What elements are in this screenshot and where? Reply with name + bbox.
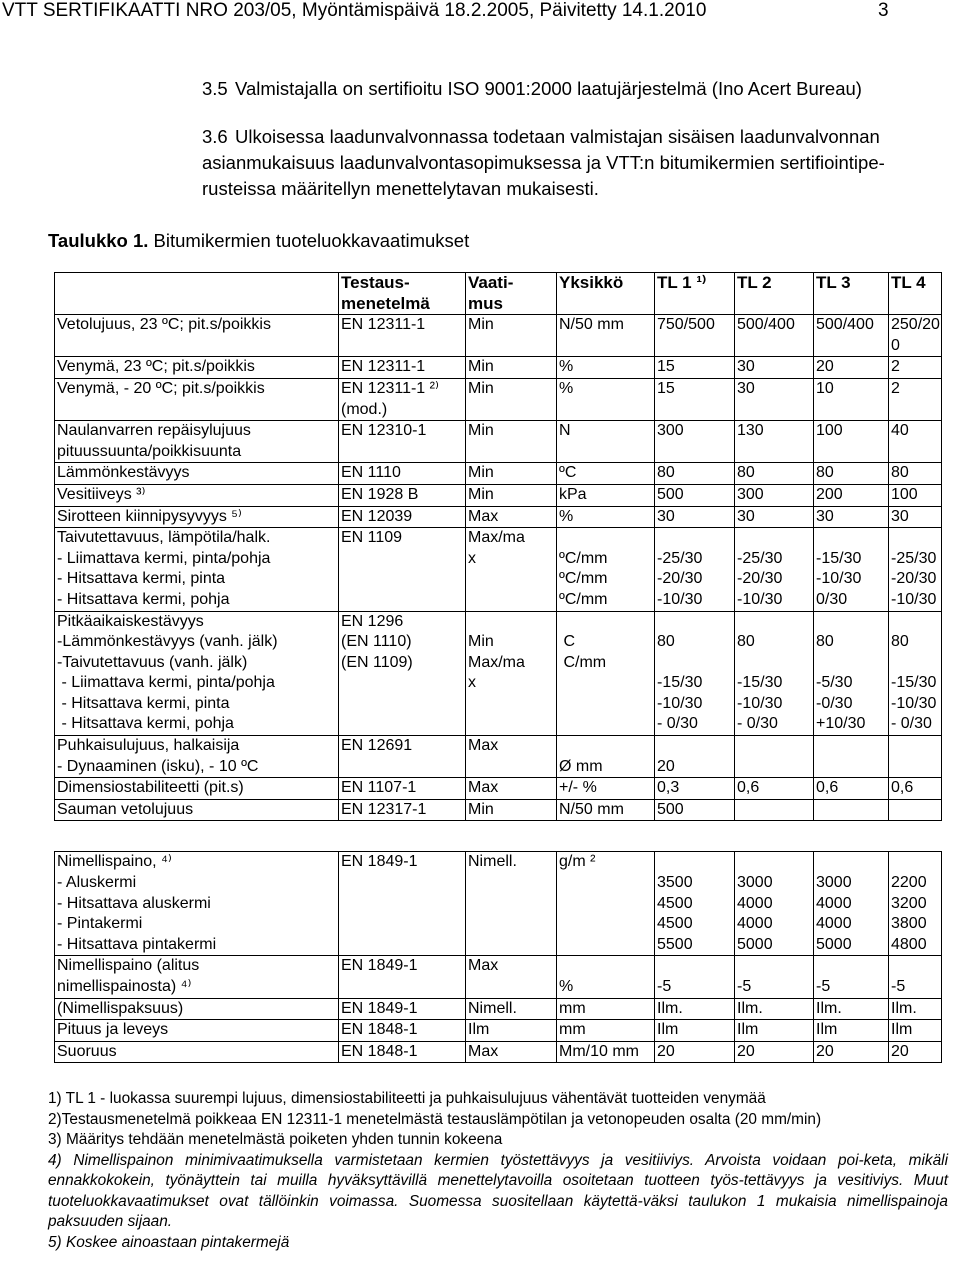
footnote: 4) Nimellispainon minimivaatimuksella varmistetaan kermien työstettävyys ja vesitiiviys. Arvoista voidaan poi-keta, mikäli ennakkokokein, työnäyttein tai muilla hyväksyttävillä menettelytavoilla osoitetaan tuotteen työs-tettävyys ja vesitiviys. Muut tuoteluokkavaatimukset ovat tällöinkin voimassa. Suomessa suositellaan käytettä-väksi taulukon 1 mukaisia nimellispainoja paksuuden sijaan. bbox=[48, 1151, 948, 1230]
table-cell: 10 bbox=[814, 378, 889, 420]
table-cell: EN 1848-1 bbox=[339, 1041, 466, 1063]
table-cell: Min bbox=[466, 357, 557, 379]
table-cell bbox=[735, 736, 814, 778]
table-cell: Min bbox=[466, 799, 557, 821]
table-row bbox=[55, 611, 942, 736]
table-cell: 80 bbox=[735, 463, 814, 485]
requirements-table bbox=[54, 272, 942, 1063]
table-header-cell: TL 1 ¹⁾ bbox=[655, 273, 735, 315]
table-cell: Min bbox=[466, 463, 557, 485]
table-caption-text: Bitumikermien tuoteluokkavaatimukset bbox=[148, 230, 470, 251]
table-cell: EN 12311-1 ²⁾ (mod.) bbox=[339, 378, 466, 420]
table-cell: 3000 4000 4000 5000 bbox=[735, 852, 814, 956]
table-cell: Vesitiiveys ³⁾ bbox=[55, 484, 339, 506]
section-text: asianmukaisuus laadunvalvontasopimuksessa ja VTT:n bitumikermien sertifiointipe- bbox=[202, 152, 885, 173]
table-cell: EN 12311-1 bbox=[339, 357, 466, 379]
table-cell bbox=[735, 821, 814, 852]
table-cell: Vetolujuus, 23 ºC; pit.s/poikkis bbox=[55, 315, 339, 357]
table-cell: Mm/10 mm bbox=[557, 1041, 655, 1063]
table-cell: 15 bbox=[655, 357, 735, 379]
table-cell: 20 bbox=[814, 1041, 889, 1063]
table-cell: 200 bbox=[814, 484, 889, 506]
table-cell bbox=[557, 821, 655, 852]
table-row bbox=[55, 1041, 942, 1063]
table-cell: N/50 mm bbox=[557, 799, 655, 821]
table-header-row bbox=[55, 273, 942, 315]
table-cell: 20 bbox=[735, 1041, 814, 1063]
table-cell: Ø mm bbox=[557, 736, 655, 778]
table-cell: 2200 3200 3800 4800 bbox=[889, 852, 942, 956]
table-cell: EN 1849-1 bbox=[339, 852, 466, 956]
table-cell: (Nimellispaksuus) bbox=[55, 998, 339, 1020]
table-cell: C C/mm bbox=[557, 611, 655, 736]
table-cell bbox=[466, 821, 557, 852]
table-cell: -5 bbox=[655, 956, 735, 998]
table-cell bbox=[814, 736, 889, 778]
table-cell: 500/400 bbox=[735, 315, 814, 357]
table-cell: 20 bbox=[655, 736, 735, 778]
table-cell: 30 bbox=[735, 378, 814, 420]
table-cell: ºC/mm ºC/mm ºC/mm bbox=[557, 528, 655, 611]
table-row bbox=[55, 956, 942, 998]
table-cell: 500 bbox=[655, 484, 735, 506]
table-cell: Taivutettavuus, lämpötila/halk. - Liimattava kermi, pinta/pohja - Hitsattava kermi, pinta - Hitsattava kermi, pohja bbox=[55, 528, 339, 611]
table-cell: Nimell. bbox=[466, 998, 557, 1020]
table-caption bbox=[48, 229, 469, 253]
footnote: 3) Määritys tehdään menetelmästä poiketen yhden tunnin kokeena bbox=[48, 1131, 503, 1148]
table-cell: mm bbox=[557, 1020, 655, 1042]
table-cell: Ilm. bbox=[889, 998, 942, 1020]
table-cell: 3000 4000 4000 5000 bbox=[814, 852, 889, 956]
table-cell: 15 bbox=[655, 378, 735, 420]
table-cell: Ilm bbox=[655, 1020, 735, 1042]
table-cell: EN 1849-1 bbox=[339, 998, 466, 1020]
table-header-cell: Yksikkö bbox=[557, 273, 655, 315]
table-cell: 300 bbox=[655, 421, 735, 463]
table-cell: EN 1928 B bbox=[339, 484, 466, 506]
table-cell: -15/30 -10/30 0/30 bbox=[814, 528, 889, 611]
table-cell: 30 bbox=[735, 506, 814, 528]
table-cell: EN 1109 bbox=[339, 528, 466, 611]
table-header-cell: TL 3 bbox=[814, 273, 889, 315]
table-row bbox=[55, 463, 942, 485]
table-cell: +/- % bbox=[557, 778, 655, 800]
table-cell: 20 bbox=[814, 357, 889, 379]
table-cell: Ilm bbox=[735, 1020, 814, 1042]
table-cell: 40 bbox=[889, 421, 942, 463]
table-row bbox=[55, 506, 942, 528]
table-header-cell: Vaati- mus bbox=[466, 273, 557, 315]
table-cell: Venymä, 23 ºC; pit.s/poikkis bbox=[55, 357, 339, 379]
table-cell: -25/30 -20/30 -10/30 bbox=[655, 528, 735, 611]
table-cell: 30 bbox=[735, 357, 814, 379]
table-cell: EN 1107-1 bbox=[339, 778, 466, 800]
table-cell: 80 bbox=[655, 463, 735, 485]
table-cell: 20 bbox=[655, 1041, 735, 1063]
footnote: 5) Koskee ainoastaan pintakermejä bbox=[48, 1233, 290, 1251]
table-cell: EN 1848-1 bbox=[339, 1020, 466, 1042]
table-cell: 0,3 bbox=[655, 778, 735, 800]
table-cell: Ilm. bbox=[814, 998, 889, 1020]
table-cell: 30 bbox=[814, 506, 889, 528]
table-cell: g/m ² bbox=[557, 852, 655, 956]
table-cell: ºC bbox=[557, 463, 655, 485]
table-cell: Nimellispaino, ⁴⁾ - Aluskermi - Hitsattava aluskermi - Pintakermi - Hitsattava pintakermi bbox=[55, 852, 339, 956]
table-cell: Max bbox=[466, 778, 557, 800]
table-cell: 0,6 bbox=[735, 778, 814, 800]
table-cell: 130 bbox=[735, 421, 814, 463]
table-cell: Max bbox=[466, 1041, 557, 1063]
table-cell: 30 bbox=[655, 506, 735, 528]
table-cell: 20 bbox=[889, 1041, 942, 1063]
table-cell: 750/500 bbox=[655, 315, 735, 357]
table-caption-label: Taulukko 1. bbox=[48, 230, 149, 251]
table-cell: 80 -15/30 -10/30 - 0/30 bbox=[735, 611, 814, 736]
table-cell bbox=[655, 821, 735, 852]
table-row bbox=[55, 315, 942, 357]
page-header bbox=[2, 0, 889, 22]
table-row bbox=[55, 421, 942, 463]
table-cell: Min bbox=[466, 484, 557, 506]
table-row bbox=[55, 378, 942, 420]
table-cell: % bbox=[557, 357, 655, 379]
table-cell bbox=[889, 736, 942, 778]
page-number: 3 bbox=[878, 0, 889, 21]
table-cell: EN 12039 bbox=[339, 506, 466, 528]
table-cell: Sirotteen kiinnipysyvyys ⁵⁾ bbox=[55, 506, 339, 528]
table-cell: Lämmönkestävyys bbox=[55, 463, 339, 485]
table-cell: 2 bbox=[889, 357, 942, 379]
table-cell: Puhkaisulujuus, halkaisija - Dynaaminen (isku), - 10 ºC bbox=[55, 736, 339, 778]
table-cell: 30 bbox=[889, 506, 942, 528]
section-text: Ulkoisessa laadunvalvonnassa todetaan valmistajan sisäisen laadunvalvonnan bbox=[235, 126, 880, 147]
table-cell: 80 -15/30 -10/30 - 0/30 bbox=[655, 611, 735, 736]
table-header-cell: TL 2 bbox=[735, 273, 814, 315]
table-cell: % bbox=[557, 506, 655, 528]
table-row bbox=[55, 528, 942, 611]
table-cell: 100 bbox=[814, 421, 889, 463]
table-cell: 3500 4500 4500 5500 bbox=[655, 852, 735, 956]
table-cell: 80 bbox=[814, 463, 889, 485]
table-cell: 2 bbox=[889, 378, 942, 420]
table-row bbox=[55, 484, 942, 506]
table-cell: Nimellispaino (alitus nimellispainosta) ⁴⁾ bbox=[55, 956, 339, 998]
table-row bbox=[55, 736, 942, 778]
table-cell: Ilm bbox=[466, 1020, 557, 1042]
table-row bbox=[55, 799, 942, 821]
table-cell: -25/30 -20/30 -10/30 bbox=[889, 528, 942, 611]
table-cell: EN 1296 (EN 1110) (EN 1109) bbox=[339, 611, 466, 736]
table-row bbox=[55, 1020, 942, 1042]
table-cell: Max bbox=[466, 956, 557, 998]
table-cell bbox=[814, 799, 889, 821]
table-cell: Ilm. bbox=[655, 998, 735, 1020]
table-cell bbox=[889, 821, 942, 852]
table-cell: % bbox=[557, 956, 655, 998]
table-cell: Venymä, - 20 ºC; pit.s/poikkis bbox=[55, 378, 339, 420]
table-row bbox=[55, 998, 942, 1020]
table-cell: Max/ma x bbox=[466, 528, 557, 611]
table-cell: -5 bbox=[814, 956, 889, 998]
header-title: VTT SERTIFIKAATTI NRO 203/05, Myöntämispäivä 18.2.2005, Päivitetty 14.1.2010 bbox=[2, 0, 707, 21]
footnote: 1) TL 1 - luokassa suurempi lujuus, dimensiostabiliteetti ja puhkaisulujuus vähentävät tuotteiden venymää bbox=[48, 1090, 766, 1107]
table-row bbox=[55, 778, 942, 800]
table-cell bbox=[889, 799, 942, 821]
table-cell: Nimell. bbox=[466, 852, 557, 956]
table-cell bbox=[814, 821, 889, 852]
table-cell: Min bbox=[466, 315, 557, 357]
table-header-cell bbox=[55, 273, 339, 315]
table-cell: 100 bbox=[889, 484, 942, 506]
table-cell: EN 12311-1 bbox=[339, 315, 466, 357]
table-cell: N bbox=[557, 421, 655, 463]
section-text: rusteissa määritellyn menettelytavan mukaisesti. bbox=[202, 178, 599, 199]
table-cell: EN 1110 bbox=[339, 463, 466, 485]
table-cell: EN 12310-1 bbox=[339, 421, 466, 463]
section-3-6-line-2 bbox=[202, 150, 885, 176]
table-cell: Max bbox=[466, 506, 557, 528]
table-cell: 0,6 bbox=[889, 778, 942, 800]
table-cell: mm bbox=[557, 998, 655, 1020]
table-cell: -5 bbox=[735, 956, 814, 998]
table-cell: Ilm bbox=[889, 1020, 942, 1042]
table-cell: 500/400 bbox=[814, 315, 889, 357]
table-cell bbox=[55, 821, 339, 852]
section-3-6-line-3 bbox=[202, 176, 599, 202]
footnotes bbox=[48, 1089, 948, 1253]
table-cell: Dimensiostabiliteetti (pit.s) bbox=[55, 778, 339, 800]
table-cell: 500 bbox=[655, 799, 735, 821]
table-cell: Suoruus bbox=[55, 1041, 339, 1063]
table-cell: 300 bbox=[735, 484, 814, 506]
table-cell: Pitkäaikaiskestävyys -Lämmönkestävyys (vanh. jälk) -Taivutettavuus (vanh. jälk) - Liimattava kermi, pinta/pohja - Hitsattava kermi, pinta - Hitsattava kermi, pohja bbox=[55, 611, 339, 736]
table-cell: 250/20 0 bbox=[889, 315, 942, 357]
table-cell: Min bbox=[466, 421, 557, 463]
table-row bbox=[55, 821, 942, 852]
table-cell bbox=[339, 821, 466, 852]
table-cell: EN 1849-1 bbox=[339, 956, 466, 998]
table-cell: Min bbox=[466, 378, 557, 420]
section-number: 3.5 bbox=[202, 78, 228, 99]
table-cell bbox=[735, 799, 814, 821]
table-cell: % bbox=[557, 378, 655, 420]
table-header-cell: Testaus- menetelmä bbox=[339, 273, 466, 315]
table-cell: Max bbox=[466, 736, 557, 778]
table-cell: N/50 mm bbox=[557, 315, 655, 357]
table-cell: 80 -15/30 -10/30 - 0/30 bbox=[889, 611, 942, 736]
section-text: Valmistajalla on sertifioitu ISO 9001:2000 laatujärjestelmä (Ino Acert Bureau) bbox=[235, 78, 862, 99]
section-number: 3.6 bbox=[202, 126, 228, 147]
table-cell: Pituus ja leveys bbox=[55, 1020, 339, 1042]
table-row bbox=[55, 357, 942, 379]
table-cell: Ilm bbox=[814, 1020, 889, 1042]
footnote: 2)Testausmenetelmä poikkeaa EN 12311-1 menetelmästä testauslämpötilan ja vetonopeuden osalta (20 mm/min) bbox=[48, 1110, 822, 1128]
table-cell: EN 12317-1 bbox=[339, 799, 466, 821]
table-cell: Min Max/ma x bbox=[466, 611, 557, 736]
table-cell: 80 -5/30 -0/30 +10/30 bbox=[814, 611, 889, 736]
table-header-cell: TL 4 bbox=[889, 273, 942, 315]
table-cell: -5 bbox=[889, 956, 942, 998]
table-cell: Naulanvarren repäisylujuus pituussuunta/poikkisuunta bbox=[55, 421, 339, 463]
table-cell: Ilm. bbox=[735, 998, 814, 1020]
table-cell: kPa bbox=[557, 484, 655, 506]
table-row bbox=[55, 852, 942, 956]
table-cell: -25/30 -20/30 -10/30 bbox=[735, 528, 814, 611]
table-cell: 0,6 bbox=[814, 778, 889, 800]
table-cell: Sauman vetolujuus bbox=[55, 799, 339, 821]
table-cell: EN 12691 bbox=[339, 736, 466, 778]
table-cell: 80 bbox=[889, 463, 942, 485]
